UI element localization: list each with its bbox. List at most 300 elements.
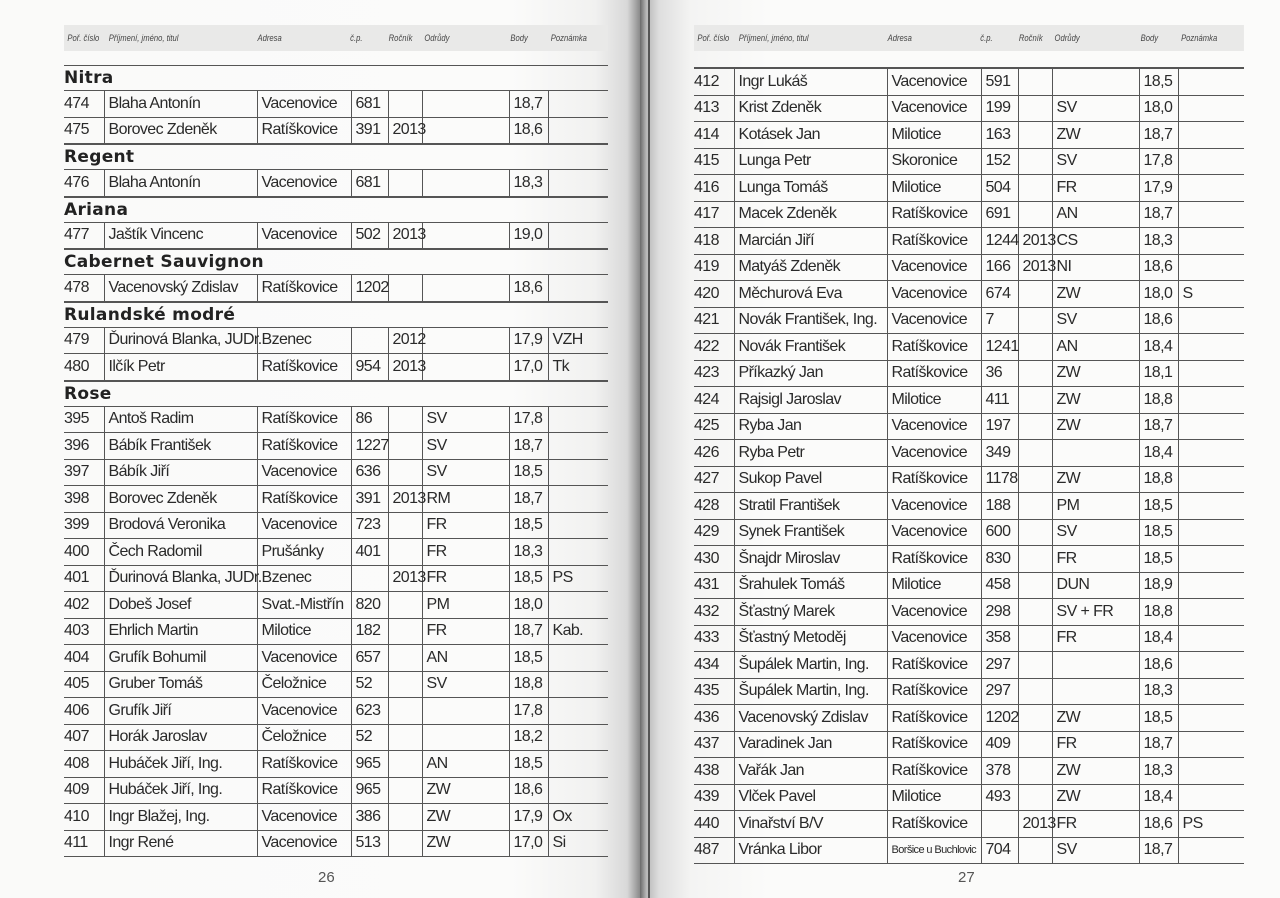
cell-house-number: 199 xyxy=(981,95,1018,122)
cell-note xyxy=(548,777,608,804)
cell-grower-name: Ingr René xyxy=(104,830,257,857)
cell-grower-name: Lunga Tomáš xyxy=(734,175,887,202)
cell-note xyxy=(1178,731,1244,758)
cell-vintage: 2013 xyxy=(388,486,422,513)
cell-entry-number: 475 xyxy=(64,117,104,144)
cell-house-number xyxy=(351,565,388,592)
cell-vintage xyxy=(1018,466,1052,493)
cell-house-number: 502 xyxy=(351,222,388,249)
cell-varieties: FR xyxy=(1052,546,1139,573)
results-rows xyxy=(694,68,1244,864)
table-row xyxy=(64,539,608,566)
cell-note: VZH xyxy=(548,327,608,354)
cell-note xyxy=(548,91,608,118)
cell-house-number: 657 xyxy=(351,645,388,672)
cell-house-number: 378 xyxy=(981,758,1018,785)
cell-note xyxy=(1178,837,1244,864)
cell-points: 18,6 xyxy=(509,777,548,804)
cell-points: 18,4 xyxy=(1139,625,1178,652)
header-col-address: Adresa xyxy=(257,33,282,43)
cell-entry-number: 417 xyxy=(694,201,734,228)
cell-points: 18,5 xyxy=(1139,69,1178,96)
cell-entry-number: 419 xyxy=(694,254,734,281)
cell-grower-name: Vařák Jan xyxy=(734,758,887,785)
cell-entry-number: 487 xyxy=(694,837,734,864)
cell-grower-name: Jaštík Vincenc xyxy=(104,222,257,249)
cell-points: 18,4 xyxy=(1139,784,1178,811)
cell-house-number: 298 xyxy=(981,599,1018,626)
cell-entry-number: 437 xyxy=(694,731,734,758)
cell-varieties: DUN xyxy=(1052,572,1139,599)
cell-address: Ratíškovice xyxy=(257,354,351,381)
cell-address: Bzenec xyxy=(257,565,351,592)
cell-address: Vacenovice xyxy=(257,830,351,857)
cell-address: Ratíškovice xyxy=(257,406,351,433)
cell-varieties: SV + FR xyxy=(1052,599,1139,626)
cell-note xyxy=(548,459,608,486)
table-row xyxy=(694,811,1244,838)
cell-address: Ratíškovice xyxy=(887,705,981,732)
cell-grower-name: Grufík Bohumil xyxy=(104,645,257,672)
cell-note xyxy=(1178,572,1244,599)
table-row xyxy=(64,512,608,539)
cell-points: 17,8 xyxy=(509,406,548,433)
header-col-house-number: č.p. xyxy=(350,33,363,43)
cell-points: 18,7 xyxy=(1139,122,1178,149)
table-row xyxy=(694,69,1244,96)
cell-varieties: PM xyxy=(1052,493,1139,520)
cell-points: 18,5 xyxy=(1139,546,1178,573)
cell-note: Ox xyxy=(548,804,608,831)
cell-address: Vacenovice xyxy=(887,69,981,96)
table-row xyxy=(694,837,1244,864)
cell-points: 17,0 xyxy=(509,354,548,381)
cell-note xyxy=(1178,784,1244,811)
cell-grower-name: Vacenovský Zdislav xyxy=(734,705,887,732)
cell-vintage xyxy=(388,698,422,725)
cell-address: Ratíškovice xyxy=(887,731,981,758)
cell-varieties xyxy=(422,91,509,118)
cell-house-number: 1178 xyxy=(981,466,1018,493)
cell-varieties: SV xyxy=(1052,307,1139,334)
cell-address: Vacenovice xyxy=(257,804,351,831)
cell-address: Ratíškovice xyxy=(887,811,981,838)
cell-vintage xyxy=(1018,572,1052,599)
cell-entry-number: 418 xyxy=(694,228,734,255)
cell-points: 18,6 xyxy=(509,117,548,144)
cell-points: 18,7 xyxy=(1139,731,1178,758)
cell-grower-name: Synek František xyxy=(734,519,887,546)
cell-house-number: 188 xyxy=(981,493,1018,520)
table-row xyxy=(694,519,1244,546)
cell-house-number: 723 xyxy=(351,512,388,539)
cell-grower-name: Brodová Veronika xyxy=(104,512,257,539)
cell-entry-number: 398 xyxy=(64,486,104,513)
cell-grower-name: Bábík František xyxy=(104,433,257,460)
cell-entry-number: 401 xyxy=(64,565,104,592)
cell-note xyxy=(1178,519,1244,546)
cell-varieties: CS xyxy=(1052,228,1139,255)
cell-grower-name: Horák Jaroslav xyxy=(104,724,257,751)
table-row xyxy=(694,148,1244,175)
cell-address: Prušánky xyxy=(257,539,351,566)
cell-points: 18,0 xyxy=(1139,281,1178,308)
cell-points: 18,8 xyxy=(1139,466,1178,493)
cell-points: 18,7 xyxy=(509,433,548,460)
table-row xyxy=(694,281,1244,308)
cell-varieties: FR xyxy=(1052,625,1139,652)
cell-points: 18,5 xyxy=(509,512,548,539)
table-header xyxy=(64,25,608,51)
cell-grower-name: Šupálek Martin, Ing. xyxy=(734,678,887,705)
cell-points: 18,3 xyxy=(1139,228,1178,255)
cell-address: Svat.-Mistřín xyxy=(257,592,351,619)
cell-note xyxy=(548,275,608,302)
cell-vintage xyxy=(1018,837,1052,864)
cell-grower-name: Borovec Zdeněk xyxy=(104,117,257,144)
cell-varieties xyxy=(422,275,509,302)
cell-house-number: 409 xyxy=(981,731,1018,758)
cell-points: 17,9 xyxy=(509,804,548,831)
results-rows xyxy=(64,327,608,381)
table-row xyxy=(694,228,1244,255)
cell-vintage xyxy=(388,459,422,486)
table-row xyxy=(64,486,608,513)
cell-entry-number: 478 xyxy=(64,275,104,302)
table-row xyxy=(64,777,608,804)
cell-points: 18,5 xyxy=(509,751,548,778)
table-row xyxy=(694,572,1244,599)
variety-section-title: Rulandské modré xyxy=(64,302,608,327)
cell-vintage xyxy=(1018,122,1052,149)
cell-address: Ratíškovice xyxy=(257,117,351,144)
cell-points: 18,7 xyxy=(1139,201,1178,228)
cell-points: 18,7 xyxy=(1139,837,1178,864)
cell-note xyxy=(1178,599,1244,626)
cell-entry-number: 413 xyxy=(694,95,734,122)
cell-vintage xyxy=(388,406,422,433)
cell-varieties: AN xyxy=(422,751,509,778)
cell-vintage xyxy=(388,433,422,460)
cell-varieties: AN xyxy=(1052,201,1139,228)
cell-entry-number: 399 xyxy=(64,512,104,539)
table-row xyxy=(694,387,1244,414)
cell-house-number: 411 xyxy=(981,387,1018,414)
cell-house-number: 163 xyxy=(981,122,1018,149)
cell-address: Vacenovice xyxy=(887,254,981,281)
cell-points: 18,7 xyxy=(509,91,548,118)
cell-vintage xyxy=(1018,360,1052,387)
cell-house-number: 493 xyxy=(981,784,1018,811)
cell-grower-name: Hubáček Jiří, Ing. xyxy=(104,777,257,804)
cell-address: Ratíškovice xyxy=(887,228,981,255)
cell-vintage xyxy=(1018,307,1052,334)
cell-points: 18,5 xyxy=(509,459,548,486)
cell-address: Vacenovice xyxy=(887,95,981,122)
cell-entry-number: 477 xyxy=(64,222,104,249)
cell-grower-name: Matyáš Zdeněk xyxy=(734,254,887,281)
cell-entry-number: 424 xyxy=(694,387,734,414)
cell-address: Milotice xyxy=(257,618,351,645)
cell-address: Vacenovice xyxy=(887,413,981,440)
header-col-name: Příjmení, jméno, titul xyxy=(738,33,809,43)
cell-note xyxy=(1178,652,1244,679)
cell-vintage xyxy=(1018,731,1052,758)
cell-address: Ratíškovice xyxy=(887,334,981,361)
cell-grower-name: Šnajdr Miroslav xyxy=(734,546,887,573)
cell-entry-number: 438 xyxy=(694,758,734,785)
cell-entry-number: 396 xyxy=(64,433,104,460)
cell-house-number: 681 xyxy=(351,91,388,118)
cell-house-number: 704 xyxy=(981,837,1018,864)
right-page xyxy=(640,0,1280,898)
cell-address: Ratíškovice xyxy=(887,678,981,705)
cell-varieties: FR xyxy=(1052,175,1139,202)
cell-entry-number: 415 xyxy=(694,148,734,175)
cell-grower-name: Měchurová Eva xyxy=(734,281,887,308)
cell-points: 18,5 xyxy=(1139,705,1178,732)
table-row xyxy=(64,170,608,197)
cell-vintage xyxy=(1018,625,1052,652)
cell-entry-number: 428 xyxy=(694,493,734,520)
cell-varieties: SV xyxy=(422,433,509,460)
cell-varieties xyxy=(422,222,509,249)
table-header xyxy=(694,25,1244,51)
cell-address: Milotice xyxy=(887,784,981,811)
cell-grower-name: Šupálek Martin, Ing. xyxy=(734,652,887,679)
cell-note: Si xyxy=(548,830,608,857)
cell-entry-number: 400 xyxy=(64,539,104,566)
header-col-varieties: Odrůdy xyxy=(1054,33,1080,43)
header-col-note: Poznámka xyxy=(1181,33,1218,43)
cell-vintage xyxy=(1018,334,1052,361)
header-col-note: Poznámka xyxy=(550,33,587,43)
cell-house-number: 830 xyxy=(981,546,1018,573)
cell-note: Kab. xyxy=(548,618,608,645)
cell-entry-number: 436 xyxy=(694,705,734,732)
cell-points: 18,6 xyxy=(1139,811,1178,838)
cell-note xyxy=(548,645,608,672)
cell-house-number: 954 xyxy=(351,354,388,381)
cell-note xyxy=(1178,493,1244,520)
cell-address: Skoronice xyxy=(887,148,981,175)
table-row xyxy=(694,731,1244,758)
cell-vintage: 2013 xyxy=(388,354,422,381)
cell-house-number: 86 xyxy=(351,406,388,433)
table-row xyxy=(64,671,608,698)
cell-vintage xyxy=(388,592,422,619)
cell-varieties xyxy=(1052,652,1139,679)
cell-address: Milotice xyxy=(887,387,981,414)
right-results-table xyxy=(694,25,1244,864)
cell-entry-number: 476 xyxy=(64,170,104,197)
table-row xyxy=(694,466,1244,493)
book-spine xyxy=(648,0,650,898)
cell-vintage: 2012 xyxy=(388,327,422,354)
cell-varieties xyxy=(1052,440,1139,467)
cell-house-number: 1244 xyxy=(981,228,1018,255)
cell-grower-name: Příkazký Jan xyxy=(734,360,887,387)
cell-points: 18,6 xyxy=(509,275,548,302)
cell-points: 18,6 xyxy=(1139,254,1178,281)
cell-varieties: FR xyxy=(422,618,509,645)
cell-grower-name: Šrahulek Tomáš xyxy=(734,572,887,599)
cell-varieties: SV xyxy=(1052,148,1139,175)
cell-vintage xyxy=(1018,413,1052,440)
cell-vintage xyxy=(1018,493,1052,520)
cell-points: 18,6 xyxy=(1139,307,1178,334)
cell-grower-name: Novák František xyxy=(734,334,887,361)
cell-grower-name: Antoš Radim xyxy=(104,406,257,433)
cell-vintage xyxy=(388,539,422,566)
cell-house-number: 1202 xyxy=(981,705,1018,732)
cell-note xyxy=(548,433,608,460)
cell-address: Vacenovice xyxy=(257,698,351,725)
table-row xyxy=(64,592,608,619)
cell-grower-name: Vacenovský Zdislav xyxy=(104,275,257,302)
cell-grower-name: Vlček Pavel xyxy=(734,784,887,811)
cell-address: Milotice xyxy=(887,175,981,202)
cell-address: Ratíškovice xyxy=(887,201,981,228)
cell-vintage: 2013 xyxy=(388,565,422,592)
cell-house-number: 391 xyxy=(351,117,388,144)
cell-house-number: 691 xyxy=(981,201,1018,228)
cell-note xyxy=(1178,387,1244,414)
cell-note xyxy=(1178,678,1244,705)
cell-vintage xyxy=(388,777,422,804)
cell-grower-name: Kotásek Jan xyxy=(734,122,887,149)
cell-points: 18,5 xyxy=(1139,519,1178,546)
cell-note: PS xyxy=(548,565,608,592)
cell-note xyxy=(548,698,608,725)
cell-vintage xyxy=(1018,95,1052,122)
cell-varieties: SV xyxy=(1052,837,1139,864)
cell-grower-name: Blaha Antonín xyxy=(104,91,257,118)
cell-varieties: FR xyxy=(422,565,509,592)
cell-varieties xyxy=(1052,678,1139,705)
cell-address: Čeložnice xyxy=(257,671,351,698)
cell-entry-number: 412 xyxy=(694,69,734,96)
cell-entry-number: 420 xyxy=(694,281,734,308)
cell-varieties: SV xyxy=(1052,95,1139,122)
cell-address: Ratíškovice xyxy=(887,546,981,573)
cell-note xyxy=(1178,360,1244,387)
cell-note xyxy=(548,117,608,144)
cell-points: 18,6 xyxy=(1139,652,1178,679)
cell-entry-number: 403 xyxy=(64,618,104,645)
cell-varieties: RM xyxy=(422,486,509,513)
cell-note xyxy=(1178,228,1244,255)
header-col-number: Poř. číslo xyxy=(697,33,730,43)
cell-house-number: 182 xyxy=(351,618,388,645)
cell-grower-name: Varadinek Jan xyxy=(734,731,887,758)
variety-section-title: Rose xyxy=(64,381,608,406)
header-col-points: Body xyxy=(510,33,528,43)
table-row xyxy=(64,117,608,144)
cell-vintage xyxy=(1018,519,1052,546)
cell-vintage xyxy=(388,618,422,645)
cell-grower-name: Ďurinová Blanka, JUDr. xyxy=(104,327,257,354)
cell-entry-number: 407 xyxy=(64,724,104,751)
table-row xyxy=(694,625,1244,652)
cell-address: Ratíškovice xyxy=(887,758,981,785)
cell-address: Vacenovice xyxy=(887,519,981,546)
table-row xyxy=(64,222,608,249)
cell-varieties: ZW xyxy=(1052,758,1139,785)
cell-house-number: 504 xyxy=(981,175,1018,202)
cell-entry-number: 405 xyxy=(64,671,104,698)
cell-entry-number: 422 xyxy=(694,334,734,361)
cell-entry-number: 432 xyxy=(694,599,734,626)
cell-varieties: ZW xyxy=(1052,281,1139,308)
cell-varieties xyxy=(422,170,509,197)
table-row xyxy=(694,599,1244,626)
cell-address: Vacenovice xyxy=(887,440,981,467)
cell-house-number: 36 xyxy=(981,360,1018,387)
cell-grower-name: Bábík Jiří xyxy=(104,459,257,486)
cell-house-number: 297 xyxy=(981,678,1018,705)
cell-points: 18,8 xyxy=(1139,599,1178,626)
variety-section-title: Nitra xyxy=(64,65,608,90)
cell-entry-number: 414 xyxy=(694,122,734,149)
cell-vintage xyxy=(1018,705,1052,732)
cell-vintage xyxy=(1018,784,1052,811)
variety-section-title: Ariana xyxy=(64,197,608,222)
cell-note xyxy=(1178,201,1244,228)
table-row xyxy=(64,275,608,302)
cell-note xyxy=(1178,69,1244,96)
variety-section-title: Regent xyxy=(64,144,608,169)
cell-house-number: 513 xyxy=(351,830,388,857)
table-row xyxy=(64,327,608,354)
cell-points: 18,4 xyxy=(1139,440,1178,467)
cell-house-number: 1241 xyxy=(981,334,1018,361)
table-row xyxy=(694,254,1244,281)
cell-address: Vacenovice xyxy=(257,645,351,672)
cell-entry-number: 423 xyxy=(694,360,734,387)
cell-grower-name: Lunga Petr xyxy=(734,148,887,175)
cell-house-number: 358 xyxy=(981,625,1018,652)
cell-note xyxy=(548,724,608,751)
cell-address: Vacenovice xyxy=(887,625,981,652)
left-results-table xyxy=(64,25,608,857)
header-col-name: Příjmení, jméno, titul xyxy=(108,33,179,43)
results-rows xyxy=(64,274,608,302)
cell-vintage xyxy=(1018,599,1052,626)
cell-varieties: ZW xyxy=(1052,387,1139,414)
cell-points: 17,8 xyxy=(509,698,548,725)
cell-vintage xyxy=(388,830,422,857)
cell-note xyxy=(548,512,608,539)
table-row xyxy=(694,493,1244,520)
cell-entry-number: 435 xyxy=(694,678,734,705)
cell-varieties: AN xyxy=(1052,334,1139,361)
results-rows xyxy=(64,169,608,197)
cell-points: 17,0 xyxy=(509,830,548,857)
cell-vintage xyxy=(388,170,422,197)
table-row xyxy=(64,724,608,751)
cell-points: 18,1 xyxy=(1139,360,1178,387)
results-rows xyxy=(64,222,608,250)
cell-grower-name: Ďurinová Blanka, JUDr. xyxy=(104,565,257,592)
cell-house-number: 52 xyxy=(351,724,388,751)
cell-points: 18,3 xyxy=(509,539,548,566)
cell-entry-number: 408 xyxy=(64,751,104,778)
cell-varieties: FR xyxy=(422,539,509,566)
cell-house-number: 391 xyxy=(351,486,388,513)
cell-grower-name: Šťastný Metoděj xyxy=(734,625,887,652)
cell-note xyxy=(548,751,608,778)
